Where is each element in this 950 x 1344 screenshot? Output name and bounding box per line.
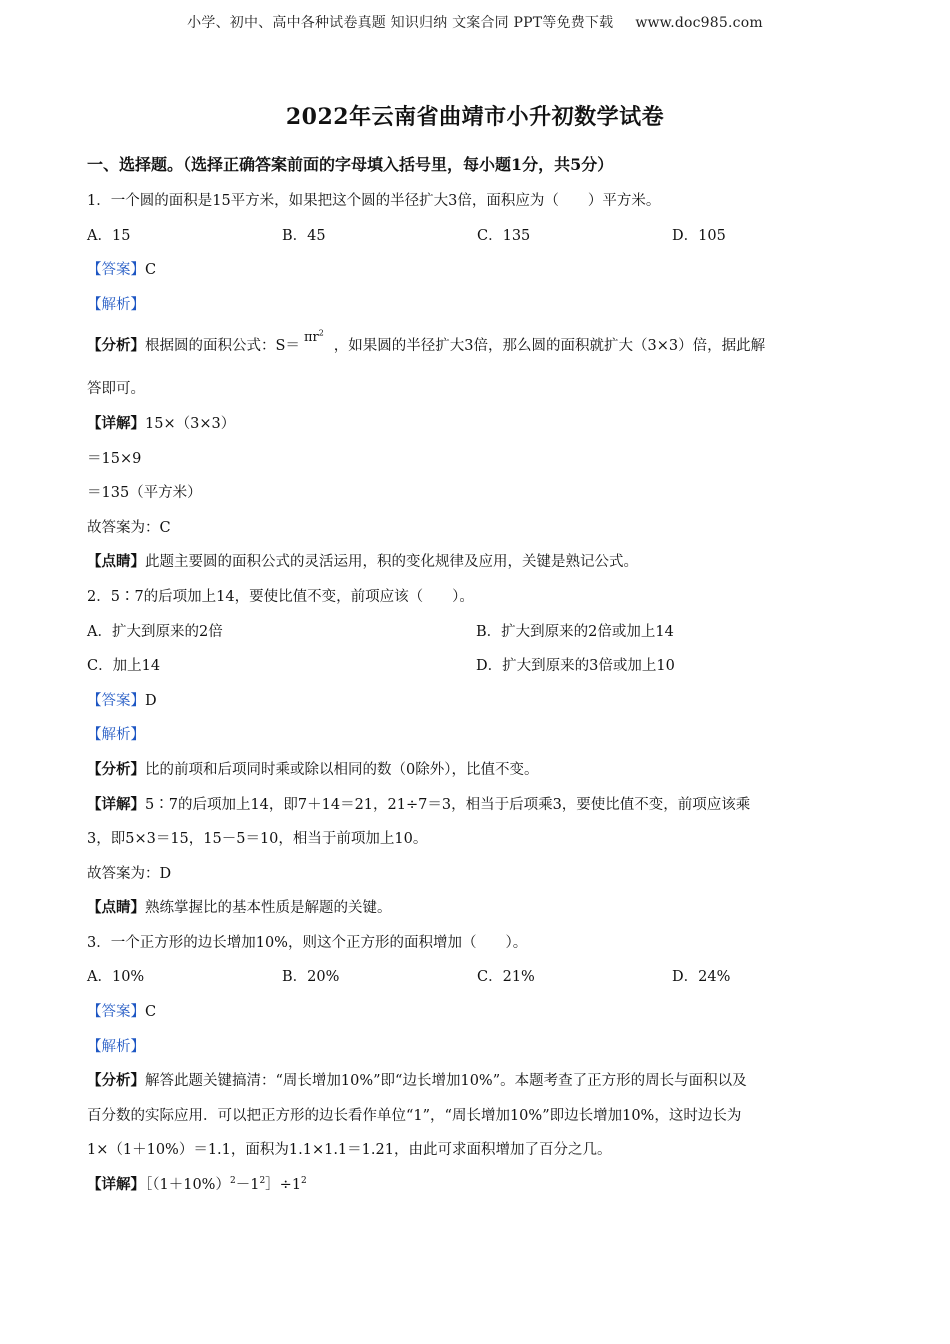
jiexi-label: 【解析】 <box>87 296 145 313</box>
answer-label: 【答案】 <box>87 262 145 279</box>
q3-xiangjie-a: ［（1＋10%） <box>145 1177 230 1194</box>
q2-fenxi <box>87 753 877 788</box>
q1-formula-base: πr <box>303 330 319 346</box>
fenxi-label: 【分析】 <box>87 760 145 778</box>
q1-answer-value: C <box>145 262 157 279</box>
q1-xiangjie-3: ＝135（平方米） <box>87 485 202 502</box>
document-title: 2022年云南省曲靖市小升初数学试卷 <box>285 104 665 130</box>
q2-options-row1 <box>87 615 877 650</box>
fenxi-label: 【分析】 <box>87 337 145 355</box>
xiangjie-label: 【详解】 <box>87 795 145 813</box>
q3-fenxi <box>87 1064 877 1099</box>
dianjing-label: 【点睛】 <box>87 899 145 917</box>
q1-formula <box>304 330 324 345</box>
q1-option-d: D．105 <box>672 227 726 244</box>
q1-fenxi-a: 根据圆的面积公式：S＝ <box>145 338 300 355</box>
q2-option-a: A．扩大到原来的2倍 <box>87 623 223 640</box>
q3-xiangjie-c: ］÷1 <box>265 1177 302 1194</box>
q3-xiangjie-b: －1 <box>235 1177 260 1194</box>
q1-stem: 1．一个圆的面积是15平方米，如果把这个圆的半径扩大3倍，面积应为（ ）平方米。 <box>87 193 661 209</box>
q1-xiangjie-2: ＝15×9 <box>87 450 142 467</box>
q1-fenxi <box>87 322 877 372</box>
header-text: 小学、初中、高中各种试卷真题 知识归纳 文案合同 PPT等免费下载 <box>187 15 614 31</box>
q1-fenxi-b: ，如果圆的半径扩大3倍，那么圆的面积就扩大（3×3）倍，据此解 <box>333 338 766 355</box>
q1-xiangjie-1: 15×（3×3） <box>145 415 236 432</box>
dianjing-label: 【点睛】 <box>87 553 145 571</box>
q2-jiexi <box>87 718 877 753</box>
q2-dianjing-text: 熟练掌握比的基本性质是解题的关键。 <box>145 900 392 917</box>
jiexi-label: 【解析】 <box>87 1038 145 1055</box>
q2-option-c: C．加上14 <box>87 658 161 675</box>
q3-exp-3: 2 <box>301 1176 307 1187</box>
q2-options-row2 <box>87 649 877 684</box>
q1-dianjing-text: 此题主要圆的面积公式的灵活运用，积的变化规律及应用，关键是熟记公式。 <box>145 554 638 571</box>
answer-label: 【答案】 <box>87 692 145 709</box>
q1-jiexi <box>87 288 877 323</box>
q1-xiangjie <box>87 407 877 442</box>
q2-answer <box>87 684 877 719</box>
q3-option-d: D．24% <box>672 969 731 986</box>
q3-option-c: C．21% <box>477 969 535 986</box>
q1-fenxi-cont: 答即可。 <box>87 381 145 398</box>
q2-answer-value: D <box>145 692 157 709</box>
xiangjie-label: 【详解】 <box>87 1176 145 1194</box>
q1-option-c: C．135 <box>477 227 531 244</box>
xiangjie-label: 【详解】 <box>87 414 145 432</box>
q3-exp-2: 2 <box>259 1176 266 1187</box>
q1-answer <box>87 253 877 288</box>
q3-option-a: A．10% <box>87 969 145 986</box>
q3-option-b: B．20% <box>282 969 340 986</box>
q3-fenxi-3: 1×（1＋10%）＝1.1，面积为1.1×1.1＝1.21，由此可求面积增加了百分之几。 <box>87 1142 612 1159</box>
q3-answer <box>87 995 877 1030</box>
header-site-link[interactable]: www.doc985.com <box>635 15 763 31</box>
q1-conclusion: 故答案为：C <box>87 519 171 536</box>
q2-dianjing <box>87 891 877 926</box>
q3-fenxi-1: 解答此题关键搞清：“周长增加10%”即“边长增加10%”。本题考查了正方形的周长与面积以及 <box>145 1073 747 1090</box>
q2-stem: 2．5∶7的后项加上14，要使比值不变，前项应该（ ）。 <box>87 588 474 605</box>
page-header <box>0 12 950 32</box>
q3-exp-1: 2 <box>229 1176 236 1187</box>
document-body <box>87 150 877 1203</box>
q1-options <box>87 219 877 254</box>
answer-label: 【答案】 <box>87 1004 145 1021</box>
q3-jiexi <box>87 1030 877 1065</box>
q2-fenxi-text: 比的前项和后项同时乘或除以相同的数（0除外），比值不变。 <box>145 761 539 778</box>
jiexi-label: 【解析】 <box>87 727 145 744</box>
q2-conclusion: 故答案为：D <box>87 865 172 882</box>
q3-stem: 3．一个正方形的边长增加10%，则这个正方形的面积增加（ ）。 <box>87 934 528 951</box>
q3-answer-value: C <box>145 1004 157 1021</box>
q2-xiangjie-2: 3，即5×3＝15，15－5＝10，相当于前项加上10。 <box>87 831 428 848</box>
q1-dianjing <box>87 545 877 580</box>
q2-xiangjie-1: 5∶7的后项加上14，即7＋14＝21，21÷7＝3，相当于后项乘3，要使比值不变，前项应该乘 <box>145 796 751 813</box>
q3-fenxi-2: 百分数的实际应用．可以把正方形的边长看作单位“1”，“周长增加10%”即边长增加10%，这时边长为 <box>87 1107 742 1124</box>
q2-option-d: D．扩大到原来的3倍或加上10 <box>476 658 675 675</box>
q2-xiangjie <box>87 788 877 823</box>
section-heading: 一、选择题。（选择正确答案前面的字母填入括号里，每小题1分，共5分） <box>87 155 614 174</box>
fenxi-label: 【分析】 <box>87 1072 145 1090</box>
q1-option-a: A．15 <box>87 227 131 244</box>
q3-xiangjie <box>87 1168 877 1203</box>
q1-formula-exp: 2 <box>318 329 324 339</box>
q2-option-b: B．扩大到原来的2倍或加上14 <box>476 623 674 640</box>
q3-options <box>87 960 877 995</box>
q1-option-b: B．45 <box>282 227 326 244</box>
